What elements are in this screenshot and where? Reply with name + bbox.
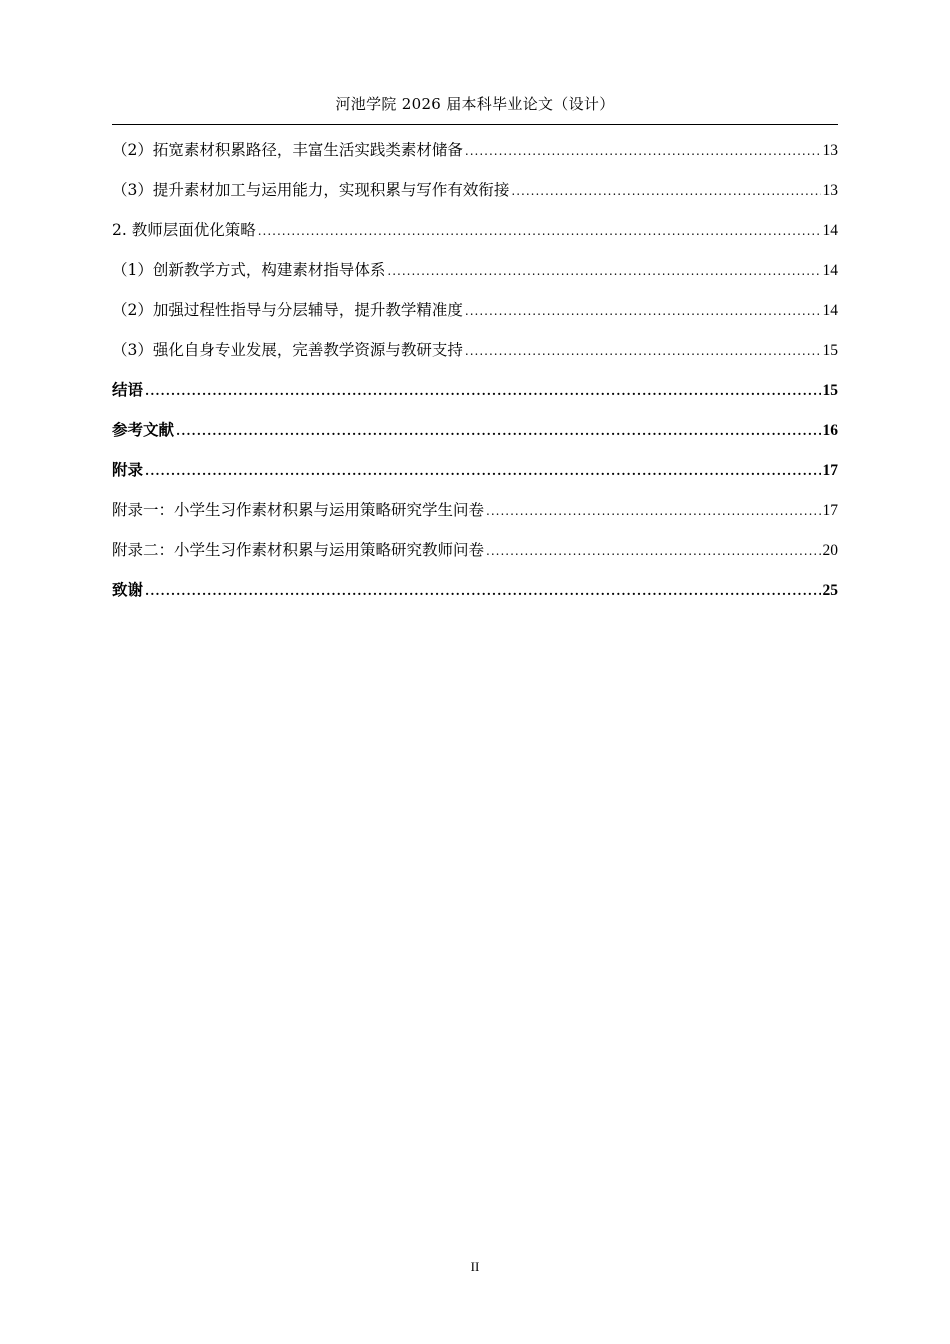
toc-entry-title: 参考文献 [112, 420, 175, 439]
toc-entry-acknowledgements[interactable] [112, 578, 838, 618]
toc-entry-page: 13 [822, 142, 838, 159]
toc-dot-leader [486, 539, 820, 563]
toc-entry-references[interactable] [112, 418, 838, 458]
toc-dot-leader [387, 259, 820, 283]
toc-entry-title: 附录二：小学生习作素材积累与运用策略研究教师问卷 [112, 541, 485, 559]
toc-dot-leader [465, 139, 821, 163]
toc-entry[interactable] [112, 138, 838, 178]
toc-entry-page: 14 [822, 222, 838, 239]
toc-entry-title: （1）创新教学方式，构建素材指导体系 [112, 261, 386, 279]
toc-dot-leader [145, 379, 820, 403]
toc-entry[interactable] [112, 218, 838, 258]
toc-entry[interactable] [112, 258, 838, 298]
toc-entry-title: 致谢 [112, 580, 144, 599]
toc-entry-page: 15 [822, 382, 838, 399]
toc-dot-leader [176, 419, 820, 443]
toc-entry[interactable] [112, 178, 838, 218]
toc-dot-leader [486, 499, 820, 523]
header-divider [112, 124, 838, 125]
toc-dot-leader [145, 459, 820, 483]
toc-entry-title: 附录 [112, 460, 144, 479]
toc-entry-page: 16 [822, 422, 838, 439]
toc-entry[interactable] [112, 298, 838, 338]
toc-entry-page: 17 [822, 502, 838, 519]
toc-entry-page: 14 [822, 262, 838, 279]
page-header-title: 河池学院 2026 届本科毕业论文（设计） [335, 95, 615, 113]
toc-entry-title: （3）提升素材加工与运用能力，实现积累与写作有效衔接 [112, 181, 510, 199]
toc-dot-leader [145, 579, 820, 603]
toc-entry-page: 20 [822, 542, 838, 559]
toc-dot-leader [465, 299, 821, 323]
toc-entry-title: （2）加强过程性指导与分层辅导，提升教学精准度 [112, 301, 463, 319]
toc-entry[interactable] [112, 338, 838, 378]
toc-entry-title: （2）拓宽素材积累路径，丰富生活实践类素材储备 [112, 141, 463, 159]
toc-entry-title: （3）强化自身专业发展，完善教学资源与教研支持 [112, 341, 463, 359]
toc-dot-leader [465, 339, 821, 363]
toc-entry-title: 附录一：小学生习作素材积累与运用策略研究学生问卷 [112, 501, 485, 519]
toc-entry-page: 17 [822, 462, 838, 479]
toc-dot-leader [258, 219, 821, 243]
toc-entry-page: 13 [822, 182, 838, 199]
table-of-contents [112, 138, 838, 618]
toc-dot-leader [511, 179, 820, 203]
toc-entry[interactable] [112, 538, 838, 578]
toc-entry-conclusion[interactable] [112, 378, 838, 418]
toc-entry-appendix[interactable] [112, 458, 838, 498]
page-number: II [470, 1259, 480, 1274]
toc-entry-page: 15 [822, 342, 838, 359]
toc-entry-title: 2. 教师层面优化策略 [112, 221, 256, 239]
toc-entry[interactable] [112, 498, 838, 538]
toc-entry-page: 14 [822, 302, 838, 319]
toc-entry-page: 25 [822, 582, 838, 599]
toc-entry-title: 结语 [112, 380, 144, 399]
